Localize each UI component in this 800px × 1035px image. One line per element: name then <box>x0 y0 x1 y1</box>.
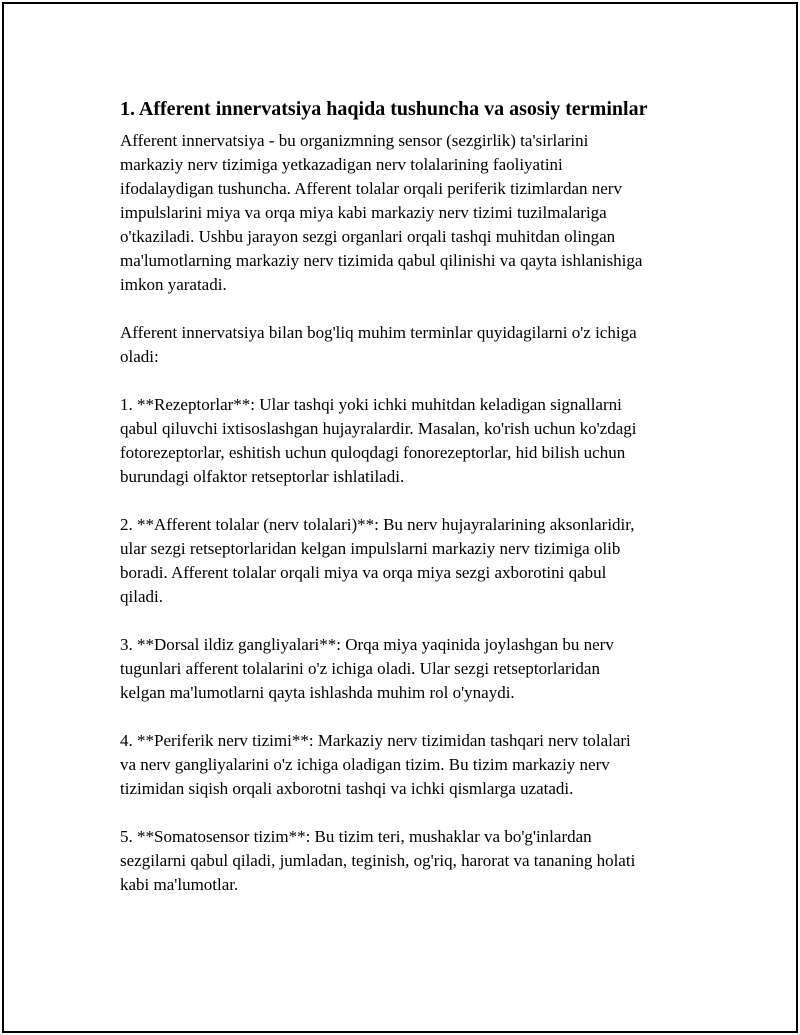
text-line: markaziy nerv tizimiga yetkazadigan nerv tolalarining faoliyatini <box>120 155 563 174</box>
text-line: 3. **Dorsal ildiz gangliyalari**: Orqa miya yaqinida joylashgan bu nerv <box>120 635 614 654</box>
section-heading: 1. Afferent innervatsiya haqida tushuncha va asosiy terminlar <box>120 98 648 120</box>
text-line: sezgilarni qabul qiladi, jumladan, teginish, og'riq, harorat va tananing holati <box>120 851 636 870</box>
text-line: tizimidan siqish orqali axborotni tashqi va ichki qismlarga uzatadi. <box>120 779 574 798</box>
text-line: o'tkaziladi. Ushbu jarayon sezgi organlari orqali tashqi muhitdan olingan <box>120 227 616 246</box>
text-line: fotorezeptorlar, eshitish uchun quloqdagi fonorezeptorlar, hid bilish uchun <box>120 443 626 462</box>
text-line: boradi. Afferent tolalar orqali miya va orqa miya sezgi axborotini qabul <box>120 563 607 582</box>
text-line: 1. **Rezeptorlar**: Ular tashqi yoki ichki muhitdan keladigan signallarni <box>120 395 622 414</box>
term-item-somatosensor <box>120 825 710 897</box>
page-frame <box>2 2 798 1033</box>
text-line: ifodalaydigan tushuncha. Afferent tolalar orqali periferik tizimlardan nerv <box>120 179 622 198</box>
term-item-afferent-tolalar <box>120 513 710 609</box>
text-line: ular sezgi retseptorlaridan kelgan impulslarni markaziy nerv tizimiga olib <box>120 539 621 558</box>
text-line: kabi ma'lumotlar. <box>120 875 239 894</box>
text-line: 4. **Periferik nerv tizimi**: Markaziy nerv tizimidan tashqari nerv tolalari <box>120 731 631 750</box>
term-item-dorsal-ildiz <box>120 633 710 705</box>
text-line: burundagi olfaktor retseptorlar ishlatiladi. <box>120 467 405 486</box>
text-line: kelgan ma'lumotlarni qayta ishlashda muhim rol o'ynaydi. <box>120 683 515 702</box>
term-item-rezeptorlar <box>120 393 710 489</box>
text-line: ma'lumotlarning markaziy nerv tizimida qabul qilinishi va qayta ishlanishiga <box>120 251 643 270</box>
terms-lead-paragraph <box>120 321 710 369</box>
text-line: impulslarini miya va orqa miya kabi markaziy nerv tizimi tuzilmalariga <box>120 203 607 222</box>
text-line: tugunlari afferent tolalarini o'z ichiga oladi. Ular sezgi retseptorlaridan <box>120 659 600 678</box>
term-item-periferik <box>120 729 710 801</box>
text-line: oladi: <box>120 347 159 366</box>
document-content <box>120 96 710 921</box>
text-line: 2. **Afferent tolalar (nerv tolalari)**: Bu nerv hujayralarining aksonlaridir, <box>120 515 635 534</box>
text-line: Afferent innervatsiya - bu organizmning sensor (sezgirlik) ta'sirlarini <box>120 131 589 150</box>
text-line: qiladi. <box>120 587 163 606</box>
text-line: qabul qiluvchi ixtisoslashgan hujayralardir. Masalan, ko'rish uchun ko'zdagi <box>120 419 637 438</box>
text-line: Afferent innervatsiya bilan bog'liq muhim terminlar quyidagilarni o'z ichiga <box>120 323 637 342</box>
text-line: imkon yaratadi. <box>120 275 227 294</box>
intro-paragraph <box>120 129 710 297</box>
text-line: va nerv gangliyalarini o'z ichiga oladigan tizim. Bu tizim markaziy nerv <box>120 755 610 774</box>
text-line: 5. **Somatosensor tizim**: Bu tizim teri, mushaklar va bo'g'inlardan <box>120 827 592 846</box>
